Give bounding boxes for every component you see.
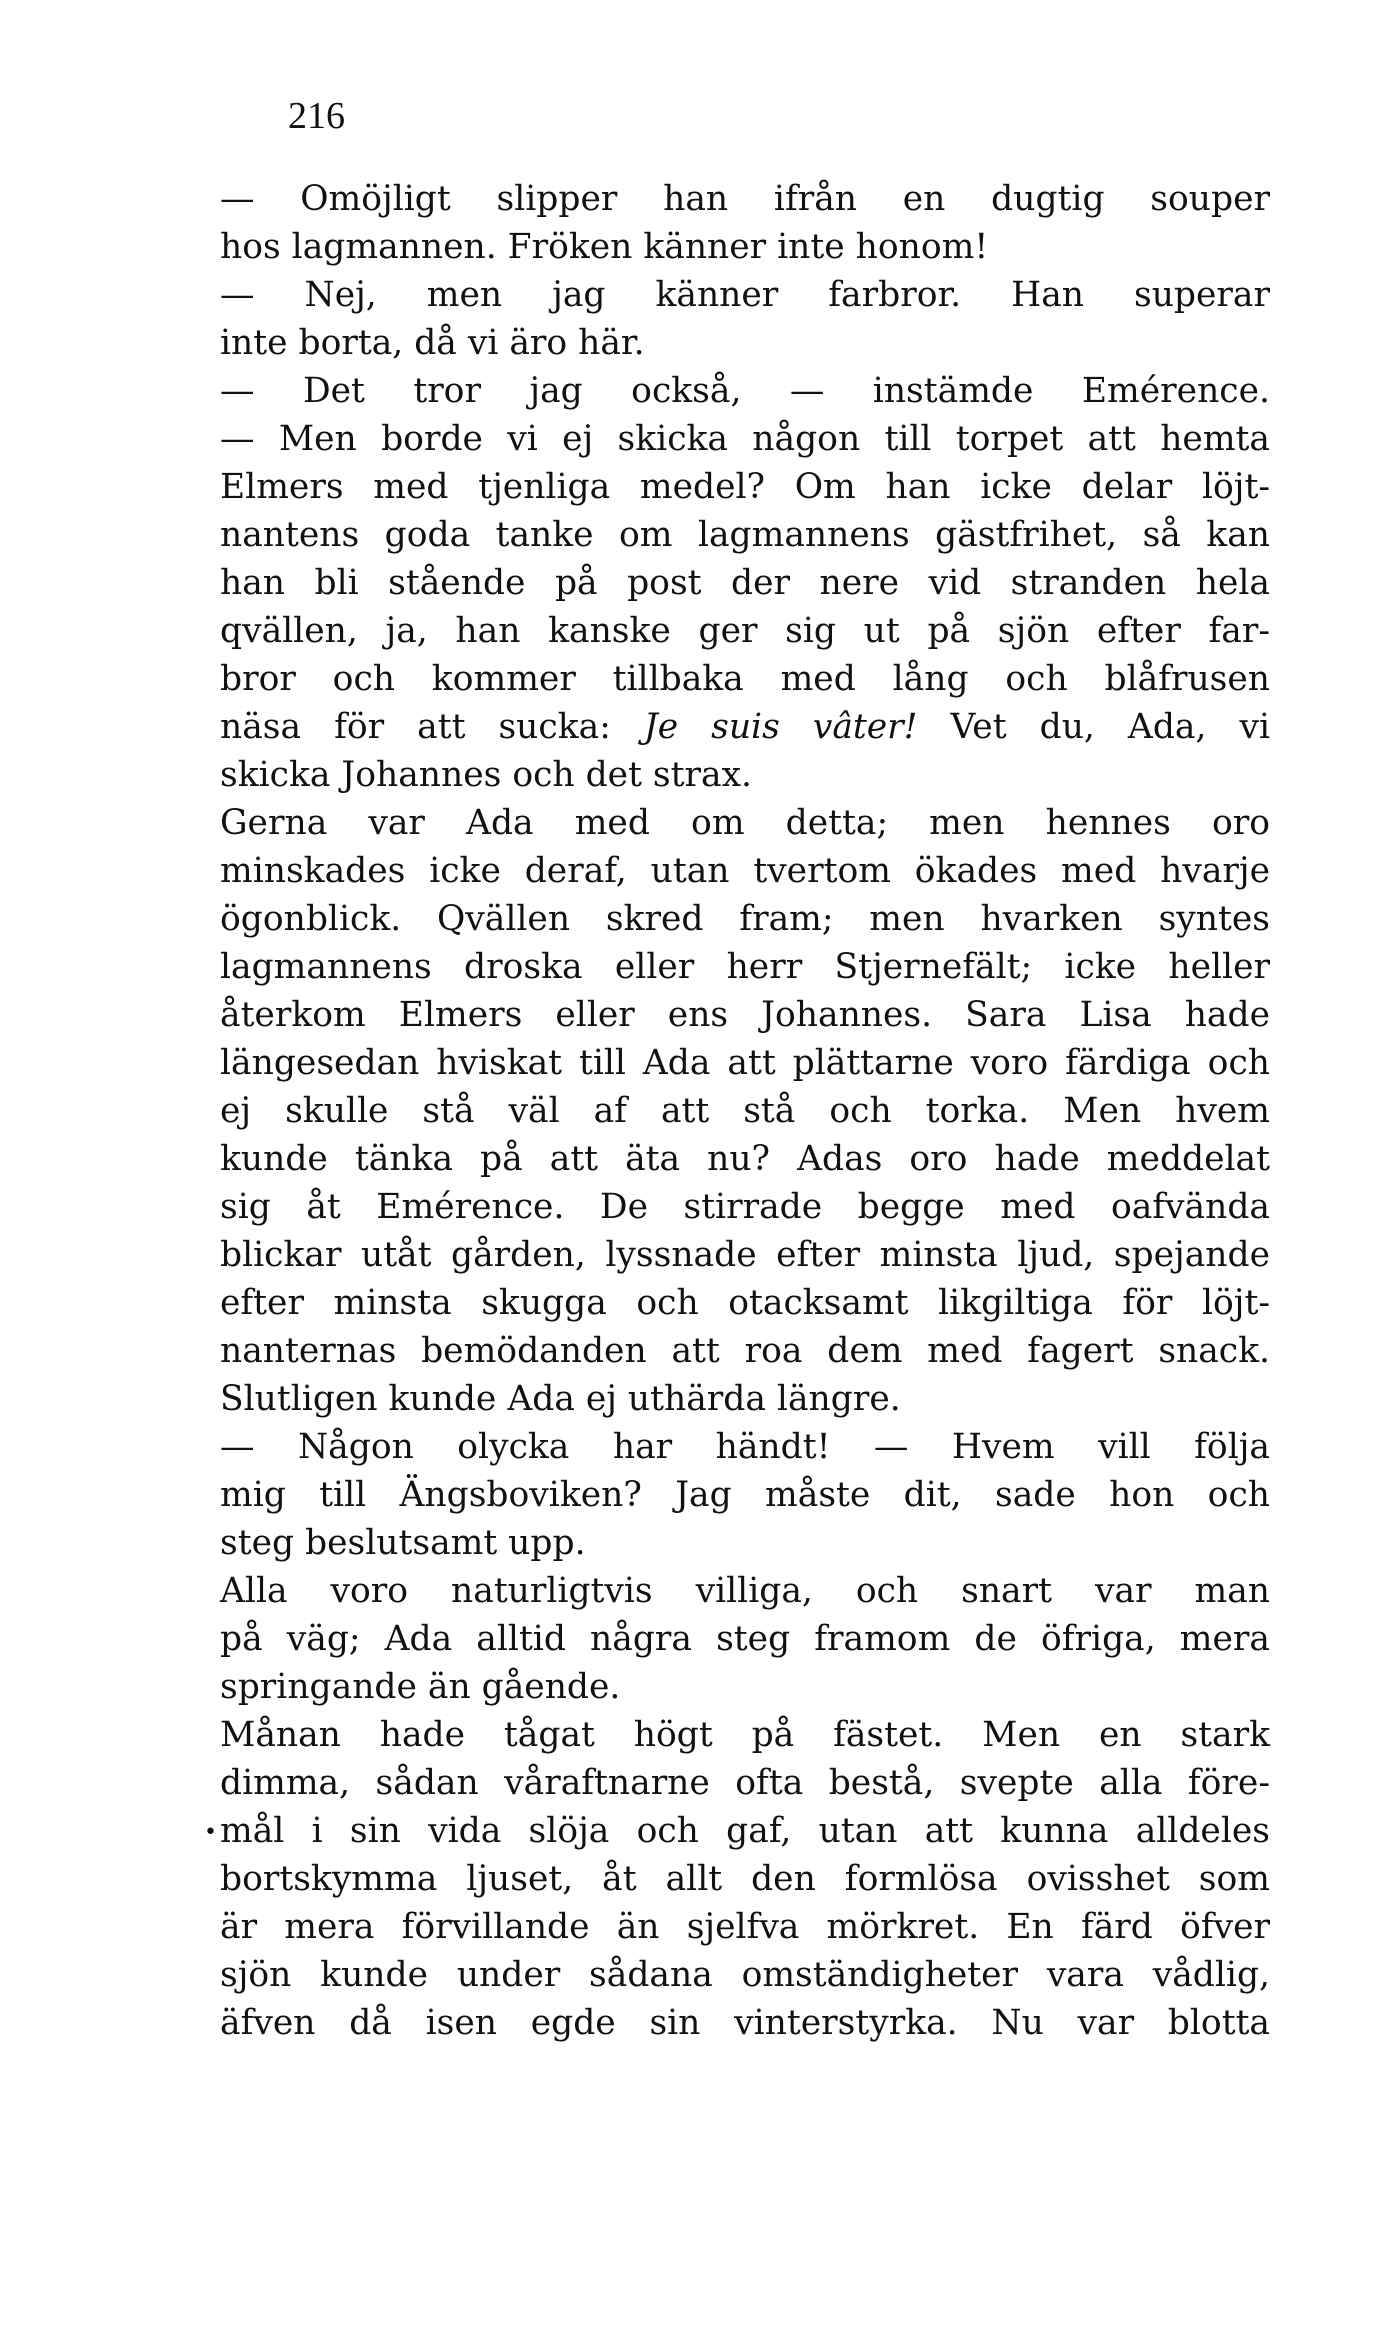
text-line: sig åt Emérence. De stirrade begge med oafvända [220, 1187, 1270, 1227]
text-line: bortskymma ljuset, åt allt den formlösa ovisshet som [220, 1859, 1270, 1899]
text-line: på väg; Ada alltid några steg framom de öfriga, mera [220, 1619, 1270, 1659]
text-line: återkom Elmers eller ens Johannes. Sara Lisa hade [220, 995, 1270, 1035]
text-line: ej skulle stå väl af att stå och torka. Men hvem [220, 1091, 1270, 1131]
text-line: inte borta, då vi äro här. [220, 323, 645, 363]
text-line: mål i sin vida slöja och gaf, utan att kunna alldeles [220, 1811, 1270, 1851]
page-number: 216 [288, 95, 345, 137]
text-line: minskades icke deraf, utan tvertom ökades med hvarje [220, 851, 1270, 891]
text-line: qvällen, ja, han kanske ger sig ut på sjön efter far- [220, 611, 1270, 651]
text-line: Alla voro naturligtvis villiga, och snart var man [220, 1571, 1270, 1611]
text-line: hos lagmannen. Fröken känner inte honom! [220, 227, 989, 267]
text-line: kunde tänka på att äta nu? Adas oro hade meddelat [220, 1139, 1270, 1179]
text-line: nantens goda tanke om lagmannens gästfrihet, så kan [220, 515, 1270, 555]
text-line: Månan hade tågat högt på fästet. Men en stark [220, 1715, 1270, 1755]
text-line: näsa för att sucka: Je suis vâter! Vet du, Ada, vi [220, 707, 1270, 747]
text-line: ögonblick. Qvällen skred fram; men hvarken syntes [220, 899, 1270, 939]
text-line: blickar utåt gården, lyssnade efter minsta ljud, spejande [220, 1235, 1270, 1275]
body-text [220, 175, 1270, 2047]
text-line: — Omöjligt slipper han ifrån en dugtig souper [220, 179, 1270, 219]
text-line: är mera förvillande än sjelfva mörkret. En färd öfver [220, 1907, 1270, 1947]
text-line: sjön kunde under sådana omständigheter vara vådlig, [220, 1955, 1270, 1995]
text-line: — Nej, men jag känner farbror. Han superar [220, 275, 1270, 315]
text-line: steg beslutsamt upp. [220, 1523, 586, 1563]
text-line: — Det tror jag också, — instämde Emérence. [220, 371, 1270, 411]
text-line: nanternas bemödanden att roa dem med fagert snack. [220, 1331, 1270, 1371]
text-line: äfven då isen egde sin vinterstyrka. Nu var blotta [220, 2003, 1270, 2043]
text-line: — Någon olycka har händt! — Hvem vill följa [220, 1427, 1270, 1467]
italic-phrase: Je suis vâter! [643, 707, 918, 747]
text-line: längesedan hviskat till Ada att plättarne voro färdiga och [220, 1043, 1270, 1083]
text-line: Slutligen kunde Ada ej uthärda längre. [220, 1379, 901, 1419]
text-line: lagmannens droska eller herr Stjernefält; icke heller [220, 947, 1270, 987]
text-line: Elmers med tjenliga medel? Om han icke delar löjt- [220, 467, 1270, 507]
text-line: bror och kommer tillbaka med lång och blåfrusen [220, 659, 1270, 699]
margin-mark: • [204, 1820, 217, 1845]
text-line: Gerna var Ada med om detta; men hennes oro [220, 803, 1270, 843]
text-line: — Men borde vi ej skicka någon till torpet att hemta [220, 419, 1270, 459]
text-line: dimma, sådan våraftnarne ofta bestå, svepte alla före- [220, 1763, 1270, 1803]
text-line: mig till Ängsboviken? Jag måste dit, sade hon och [220, 1475, 1270, 1515]
text-line: efter minsta skugga och otacksamt likgiltiga för löjt- [220, 1283, 1270, 1323]
text-line: skicka Johannes och det strax. [220, 755, 752, 795]
text-line: springande än gående. [220, 1667, 621, 1707]
text-line: han bli stående på post der nere vid stranden hela [220, 563, 1270, 603]
